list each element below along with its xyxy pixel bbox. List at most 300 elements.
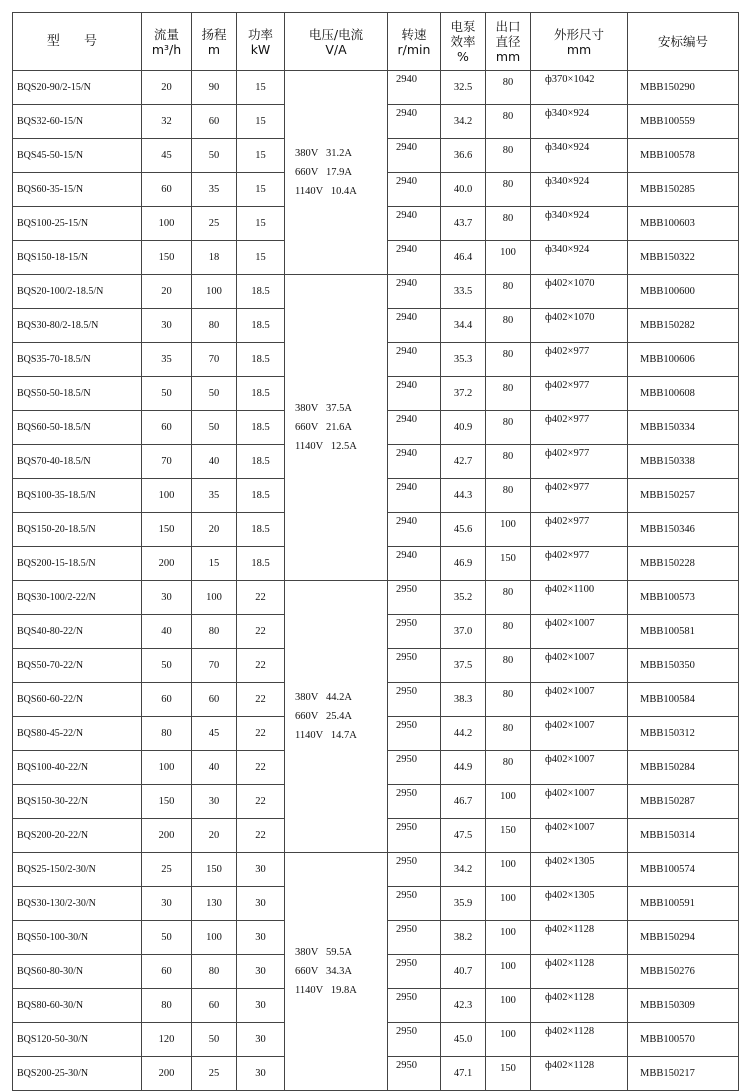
- power-cell: 22: [237, 819, 285, 853]
- outlet-cell: 100: [486, 853, 531, 887]
- speed-cell: 2940: [388, 71, 441, 105]
- dimensions-cell: ф402×1007: [531, 683, 628, 717]
- head-cell: 20: [192, 513, 237, 547]
- speed-cell: 2950: [388, 819, 441, 853]
- flow-cell: 50: [142, 649, 192, 683]
- speed-cell: 2950: [388, 1057, 441, 1091]
- speed-cell: 2940: [388, 173, 441, 207]
- safety-code-cell: MBB150309: [628, 989, 739, 1023]
- voltage-current-line: 380V 37.5A: [295, 403, 352, 414]
- dimensions-cell: ф402×1128: [531, 955, 628, 989]
- flow-cell: 100: [142, 479, 192, 513]
- head-cell: 50: [192, 377, 237, 411]
- safety-code-cell: MBB150338: [628, 445, 739, 479]
- model-cell: BQS80-60-30/N: [13, 989, 142, 1023]
- head-cell: 70: [192, 649, 237, 683]
- speed-cell: 2950: [388, 649, 441, 683]
- power-cell: 18.5: [237, 275, 285, 309]
- outlet-cell: 150: [486, 1057, 531, 1091]
- safety-code-cell: MBB150257: [628, 479, 739, 513]
- head-cell: 130: [192, 887, 237, 921]
- head-cell: 25: [192, 1057, 237, 1091]
- outlet-cell: 80: [486, 649, 531, 683]
- flow-cell: 20: [142, 275, 192, 309]
- power-cell: 22: [237, 683, 285, 717]
- model-cell: BQS30-80/2-18.5/N: [13, 309, 142, 343]
- safety-code-cell: MBB150290: [628, 71, 739, 105]
- model-cell: BQS200-15-18.5/N: [13, 547, 142, 581]
- flow-cell: 100: [142, 751, 192, 785]
- safety-code-cell: MBB100584: [628, 683, 739, 717]
- power-cell: 30: [237, 955, 285, 989]
- flow-cell: 50: [142, 921, 192, 955]
- efficiency-cell: 34.4: [441, 309, 486, 343]
- safety-code-cell: MBB150334: [628, 411, 739, 445]
- head-cell: 25: [192, 207, 237, 241]
- header-safety-code: 安标编号: [628, 13, 739, 71]
- outlet-cell: 80: [486, 105, 531, 139]
- speed-cell: 2940: [388, 547, 441, 581]
- speed-cell: 2940: [388, 275, 441, 309]
- speed-cell: 2950: [388, 853, 441, 887]
- model-cell: BQS150-18-15/N: [13, 241, 142, 275]
- speed-cell: 2950: [388, 955, 441, 989]
- flow-cell: 25: [142, 853, 192, 887]
- voltage-current-line: 660V 17.9A: [295, 167, 352, 178]
- table-row: [13, 71, 739, 105]
- model-cell: BQS100-35-18.5/N: [13, 479, 142, 513]
- header-power: 功率 kW: [237, 13, 285, 71]
- speed-cell: 2940: [388, 377, 441, 411]
- efficiency-cell: 42.3: [441, 989, 486, 1023]
- efficiency-cell: 44.9: [441, 751, 486, 785]
- flow-cell: 45: [142, 139, 192, 173]
- efficiency-cell: 45.0: [441, 1023, 486, 1057]
- outlet-cell: 80: [486, 615, 531, 649]
- power-cell: 18.5: [237, 377, 285, 411]
- dimensions-cell: ф402×1007: [531, 819, 628, 853]
- dimensions-cell: ф402×1305: [531, 887, 628, 921]
- power-cell: 30: [237, 989, 285, 1023]
- head-cell: 90: [192, 71, 237, 105]
- efficiency-cell: 40.9: [441, 411, 486, 445]
- flow-cell: 30: [142, 309, 192, 343]
- safety-code-cell: MBB100606: [628, 343, 739, 377]
- power-cell: 18.5: [237, 513, 285, 547]
- safety-code-cell: MBB150287: [628, 785, 739, 819]
- efficiency-cell: 37.2: [441, 377, 486, 411]
- efficiency-cell: 45.6: [441, 513, 486, 547]
- efficiency-cell: 38.3: [441, 683, 486, 717]
- safety-code-cell: MBB100578: [628, 139, 739, 173]
- flow-cell: 150: [142, 241, 192, 275]
- flow-cell: 150: [142, 513, 192, 547]
- flow-cell: 80: [142, 717, 192, 751]
- flow-cell: 200: [142, 1057, 192, 1091]
- safety-code-cell: MBB150294: [628, 921, 739, 955]
- voltage-current-line: 660V 25.4A: [295, 711, 352, 722]
- outlet-cell: 80: [486, 71, 531, 105]
- power-cell: 18.5: [237, 411, 285, 445]
- head-cell: 15: [192, 547, 237, 581]
- flow-cell: 80: [142, 989, 192, 1023]
- model-cell: BQS100-40-22/N: [13, 751, 142, 785]
- dimensions-cell: ф402×977: [531, 445, 628, 479]
- flow-cell: 150: [142, 785, 192, 819]
- efficiency-cell: 40.0: [441, 173, 486, 207]
- speed-cell: 2940: [388, 445, 441, 479]
- outlet-cell: 100: [486, 1023, 531, 1057]
- efficiency-cell: 35.3: [441, 343, 486, 377]
- flow-cell: 60: [142, 173, 192, 207]
- outlet-cell: 80: [486, 309, 531, 343]
- safety-code-cell: MBB150346: [628, 513, 739, 547]
- voltage-current-cell: [285, 275, 388, 581]
- model-cell: BQS100-25-15/N: [13, 207, 142, 241]
- outlet-cell: 100: [486, 887, 531, 921]
- dimensions-cell: ф340×924: [531, 207, 628, 241]
- outlet-cell: 80: [486, 411, 531, 445]
- model-cell: BQS200-25-30/N: [13, 1057, 142, 1091]
- model-cell: BQS60-80-30/N: [13, 955, 142, 989]
- header-dimensions: 外形尺寸 mm: [531, 13, 628, 71]
- head-cell: 60: [192, 989, 237, 1023]
- model-cell: BQS50-70-22/N: [13, 649, 142, 683]
- head-cell: 80: [192, 615, 237, 649]
- safety-code-cell: MBB150228: [628, 547, 739, 581]
- voltage-current-cell: [285, 581, 388, 853]
- model-cell: BQS30-130/2-30/N: [13, 887, 142, 921]
- dimensions-cell: ф402×1007: [531, 615, 628, 649]
- header-flow: 流量 m³/h: [142, 13, 192, 71]
- safety-code-cell: MBB100608: [628, 377, 739, 411]
- efficiency-cell: 35.9: [441, 887, 486, 921]
- outlet-cell: 100: [486, 785, 531, 819]
- voltage-current-cell: [285, 853, 388, 1091]
- speed-cell: 2950: [388, 887, 441, 921]
- outlet-cell: 80: [486, 479, 531, 513]
- power-cell: 18.5: [237, 479, 285, 513]
- power-cell: 30: [237, 1057, 285, 1091]
- model-cell: BQS50-100-30/N: [13, 921, 142, 955]
- safety-code-cell: MBB100573: [628, 581, 739, 615]
- dimensions-cell: ф370×1042: [531, 71, 628, 105]
- model-cell: BQS45-50-15/N: [13, 139, 142, 173]
- efficiency-cell: 38.2: [441, 921, 486, 955]
- header-outlet-diameter: 出口 直径 mm: [486, 13, 531, 71]
- outlet-cell: 80: [486, 445, 531, 479]
- dimensions-cell: ф402×1007: [531, 717, 628, 751]
- safety-code-cell: MBB100600: [628, 275, 739, 309]
- efficiency-cell: 37.0: [441, 615, 486, 649]
- speed-cell: 2940: [388, 105, 441, 139]
- outlet-cell: 150: [486, 547, 531, 581]
- outlet-cell: 80: [486, 683, 531, 717]
- outlet-cell: 80: [486, 207, 531, 241]
- table-row: [13, 275, 739, 309]
- speed-cell: 2940: [388, 207, 441, 241]
- dimensions-cell: ф402×977: [531, 513, 628, 547]
- model-cell: BQS200-20-22/N: [13, 819, 142, 853]
- outlet-cell: 100: [486, 513, 531, 547]
- efficiency-cell: 46.4: [441, 241, 486, 275]
- header-efficiency: 电泵 效率 %: [441, 13, 486, 71]
- outlet-cell: 80: [486, 343, 531, 377]
- dimensions-cell: ф340×924: [531, 173, 628, 207]
- speed-cell: 2950: [388, 751, 441, 785]
- power-cell: 18.5: [237, 547, 285, 581]
- safety-code-cell: MBB100574: [628, 853, 739, 887]
- power-cell: 18.5: [237, 309, 285, 343]
- flow-cell: 60: [142, 955, 192, 989]
- safety-code-cell: MBB100570: [628, 1023, 739, 1057]
- safety-code-cell: MBB150314: [628, 819, 739, 853]
- model-cell: BQS20-100/2-18.5/N: [13, 275, 142, 309]
- safety-code-cell: MBB150284: [628, 751, 739, 785]
- head-cell: 40: [192, 445, 237, 479]
- model-cell: BQS25-150/2-30/N: [13, 853, 142, 887]
- speed-cell: 2950: [388, 615, 441, 649]
- dimensions-cell: ф340×924: [531, 105, 628, 139]
- power-cell: 15: [237, 241, 285, 275]
- dimensions-cell: ф402×1070: [531, 275, 628, 309]
- dimensions-cell: ф402×1128: [531, 989, 628, 1023]
- speed-cell: 2950: [388, 1023, 441, 1057]
- voltage-current-line: 1140V 10.4A: [295, 186, 357, 197]
- power-cell: 22: [237, 717, 285, 751]
- head-cell: 35: [192, 479, 237, 513]
- speed-cell: 2940: [388, 513, 441, 547]
- speed-cell: 2950: [388, 581, 441, 615]
- efficiency-cell: 34.2: [441, 853, 486, 887]
- head-cell: 100: [192, 921, 237, 955]
- voltage-current-line: 380V 44.2A: [295, 692, 352, 703]
- flow-cell: 50: [142, 377, 192, 411]
- efficiency-cell: 36.6: [441, 139, 486, 173]
- flow-cell: 100: [142, 207, 192, 241]
- power-cell: 22: [237, 785, 285, 819]
- head-cell: 70: [192, 343, 237, 377]
- speed-cell: 2950: [388, 717, 441, 751]
- model-cell: BQS70-40-18.5/N: [13, 445, 142, 479]
- head-cell: 20: [192, 819, 237, 853]
- safety-code-cell: MBB150322: [628, 241, 739, 275]
- safety-code-cell: MBB100591: [628, 887, 739, 921]
- model-cell: BQS150-30-22/N: [13, 785, 142, 819]
- model-cell: BQS120-50-30/N: [13, 1023, 142, 1057]
- head-cell: 50: [192, 1023, 237, 1057]
- outlet-cell: 100: [486, 989, 531, 1023]
- flow-cell: 200: [142, 819, 192, 853]
- table-row: [13, 581, 739, 615]
- header-head: 扬程 m: [192, 13, 237, 71]
- dimensions-cell: ф402×1007: [531, 649, 628, 683]
- outlet-cell: 80: [486, 275, 531, 309]
- speed-cell: 2940: [388, 139, 441, 173]
- voltage-current-line: 380V 31.2A: [295, 148, 352, 159]
- efficiency-cell: 47.5: [441, 819, 486, 853]
- model-cell: BQS60-50-18.5/N: [13, 411, 142, 445]
- head-cell: 50: [192, 411, 237, 445]
- dimensions-cell: ф402×1128: [531, 1057, 628, 1091]
- head-cell: 35: [192, 173, 237, 207]
- speed-cell: 2950: [388, 683, 441, 717]
- head-cell: 60: [192, 105, 237, 139]
- outlet-cell: 80: [486, 377, 531, 411]
- speed-cell: 2940: [388, 241, 441, 275]
- outlet-cell: 80: [486, 581, 531, 615]
- head-cell: 80: [192, 309, 237, 343]
- head-cell: 100: [192, 275, 237, 309]
- flow-cell: 200: [142, 547, 192, 581]
- outlet-cell: 80: [486, 173, 531, 207]
- dimensions-cell: ф402×1128: [531, 921, 628, 955]
- power-cell: 30: [237, 921, 285, 955]
- power-cell: 18.5: [237, 343, 285, 377]
- power-cell: 30: [237, 853, 285, 887]
- power-cell: 15: [237, 139, 285, 173]
- safety-code-cell: MBB150312: [628, 717, 739, 751]
- table-row: [13, 853, 739, 887]
- outlet-cell: 80: [486, 751, 531, 785]
- power-cell: 15: [237, 207, 285, 241]
- head-cell: 50: [192, 139, 237, 173]
- efficiency-cell: 46.9: [441, 547, 486, 581]
- dimensions-cell: ф402×1007: [531, 785, 628, 819]
- efficiency-cell: 46.7: [441, 785, 486, 819]
- speed-cell: 2950: [388, 921, 441, 955]
- outlet-cell: 100: [486, 241, 531, 275]
- voltage-current-line: 1140V 14.7A: [295, 730, 357, 741]
- voltage-current-line: 1140V 19.8A: [295, 985, 357, 996]
- header-voltage-current: 电压/电流 V/A: [285, 13, 388, 71]
- model-cell: BQS60-60-22/N: [13, 683, 142, 717]
- efficiency-cell: 40.7: [441, 955, 486, 989]
- dimensions-cell: ф402×977: [531, 343, 628, 377]
- power-cell: 15: [237, 105, 285, 139]
- outlet-cell: 150: [486, 819, 531, 853]
- model-cell: BQS40-80-22/N: [13, 615, 142, 649]
- dimensions-cell: ф402×977: [531, 411, 628, 445]
- model-cell: BQS80-45-22/N: [13, 717, 142, 751]
- head-cell: 45: [192, 717, 237, 751]
- safety-code-cell: MBB150350: [628, 649, 739, 683]
- flow-cell: 60: [142, 683, 192, 717]
- head-cell: 30: [192, 785, 237, 819]
- safety-code-cell: MBB150282: [628, 309, 739, 343]
- safety-code-cell: MBB100559: [628, 105, 739, 139]
- head-cell: 60: [192, 683, 237, 717]
- dimensions-cell: ф402×1007: [531, 751, 628, 785]
- voltage-current-cell: [285, 71, 388, 275]
- dimensions-cell: ф402×977: [531, 377, 628, 411]
- dimensions-cell: ф402×977: [531, 547, 628, 581]
- model-cell: BQS20-90/2-15/N: [13, 71, 142, 105]
- speed-cell: 2940: [388, 309, 441, 343]
- efficiency-cell: 47.1: [441, 1057, 486, 1091]
- header-speed: 转速 r/min: [388, 13, 441, 71]
- speed-cell: 2940: [388, 479, 441, 513]
- model-cell: BQS32-60-15/N: [13, 105, 142, 139]
- voltage-current-line: 380V 59.5A: [295, 947, 352, 958]
- speed-cell: 2950: [388, 989, 441, 1023]
- voltage-current-line: 660V 21.6A: [295, 422, 352, 433]
- model-cell: BQS35-70-18.5/N: [13, 343, 142, 377]
- safety-code-cell: MBB150217: [628, 1057, 739, 1091]
- outlet-cell: 100: [486, 955, 531, 989]
- head-cell: 100: [192, 581, 237, 615]
- voltage-current-line: 660V 34.3A: [295, 966, 352, 977]
- head-cell: 40: [192, 751, 237, 785]
- efficiency-cell: 37.5: [441, 649, 486, 683]
- speed-cell: 2940: [388, 343, 441, 377]
- flow-cell: 30: [142, 581, 192, 615]
- power-cell: 22: [237, 751, 285, 785]
- speed-cell: 2950: [388, 785, 441, 819]
- model-cell: BQS60-35-15/N: [13, 173, 142, 207]
- power-cell: 22: [237, 581, 285, 615]
- flow-cell: 20: [142, 71, 192, 105]
- head-cell: 18: [192, 241, 237, 275]
- power-cell: 15: [237, 71, 285, 105]
- power-cell: 30: [237, 1023, 285, 1057]
- efficiency-cell: 43.7: [441, 207, 486, 241]
- voltage-current-line: 1140V 12.5A: [295, 441, 357, 452]
- flow-cell: 30: [142, 887, 192, 921]
- model-cell: BQS30-100/2-22/N: [13, 581, 142, 615]
- efficiency-cell: 32.5: [441, 71, 486, 105]
- flow-cell: 70: [142, 445, 192, 479]
- flow-cell: 120: [142, 1023, 192, 1057]
- dimensions-cell: ф402×1070: [531, 309, 628, 343]
- efficiency-cell: 44.3: [441, 479, 486, 513]
- dimensions-cell: ф340×924: [531, 241, 628, 275]
- model-cell: BQS150-20-18.5/N: [13, 513, 142, 547]
- header-row: [13, 13, 739, 71]
- power-cell: 30: [237, 887, 285, 921]
- efficiency-cell: 34.2: [441, 105, 486, 139]
- dimensions-cell: ф402×1100: [531, 581, 628, 615]
- outlet-cell: 80: [486, 139, 531, 173]
- efficiency-cell: 33.5: [441, 275, 486, 309]
- efficiency-cell: 44.2: [441, 717, 486, 751]
- table-body: [13, 71, 739, 1091]
- head-cell: 150: [192, 853, 237, 887]
- efficiency-cell: 42.7: [441, 445, 486, 479]
- outlet-cell: 100: [486, 921, 531, 955]
- power-cell: 22: [237, 615, 285, 649]
- safety-code-cell: MBB150276: [628, 955, 739, 989]
- dimensions-cell: ф340×924: [531, 139, 628, 173]
- dimensions-cell: ф402×1305: [531, 853, 628, 887]
- outlet-cell: 80: [486, 717, 531, 751]
- header-model: 型 号: [13, 13, 142, 71]
- power-cell: 15: [237, 173, 285, 207]
- efficiency-cell: 35.2: [441, 581, 486, 615]
- flow-cell: 40: [142, 615, 192, 649]
- pump-spec-table: [12, 12, 739, 1091]
- flow-cell: 60: [142, 411, 192, 445]
- safety-code-cell: MBB100603: [628, 207, 739, 241]
- model-cell: BQS50-50-18.5/N: [13, 377, 142, 411]
- safety-code-cell: MBB150285: [628, 173, 739, 207]
- dimensions-cell: ф402×1128: [531, 1023, 628, 1057]
- power-cell: 18.5: [237, 445, 285, 479]
- safety-code-cell: MBB100581: [628, 615, 739, 649]
- dimensions-cell: ф402×977: [531, 479, 628, 513]
- flow-cell: 32: [142, 105, 192, 139]
- head-cell: 80: [192, 955, 237, 989]
